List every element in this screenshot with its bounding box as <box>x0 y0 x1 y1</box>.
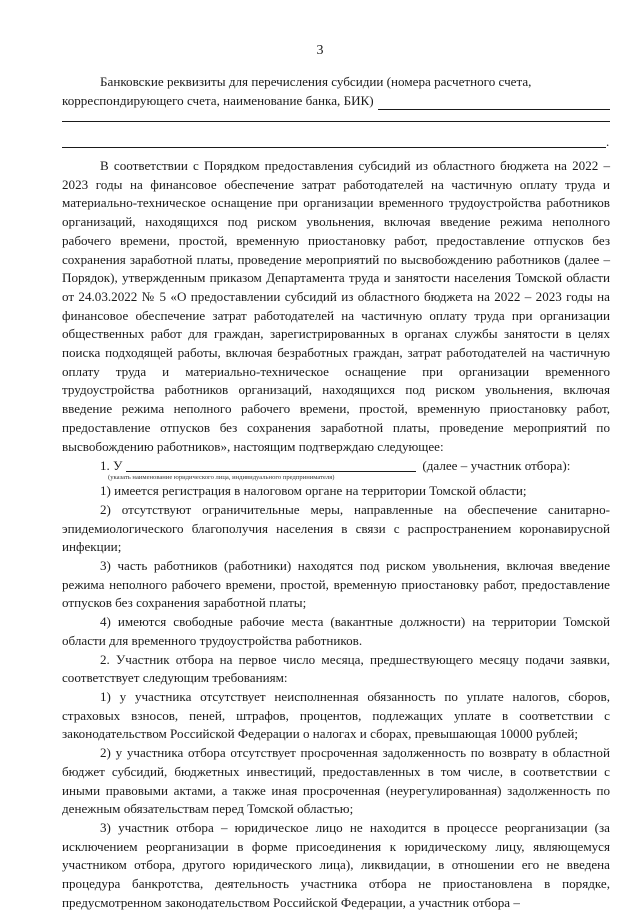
requisites-line-1: Банковские реквизиты для перечисления субсидии (номера расчетного счета, <box>100 74 532 89</box>
requisites-line-2-text: корреспондирующего счета, наименование банка, БИК) <box>62 93 374 108</box>
intro-paragraph: В соответствии с Порядком предоставления субсидий из областного бюджета на 2022 – 2023 годы на финансовое обеспечение затрат работодателей на частичную оплату труда и материально-техническое оснащение при организации временного трудоустройства работников организаций, находящихся под риском увольнения, включая введение режима неполного рабочего времени, простой, временную приостановку работ, предоставление отпусков без сохранения заработной платы, проведение мероприятий по высвобождению работников (далее – Порядок), утвержденным приказом Департамента труда и занятости населения Томской области от 24.03.2022 № 5 «О предоставлении субсидий из областного бюджета на 2022 – 2023 годы на финансовое обеспечение затрат работодателей на частичную оплату труда при организации общественных работ для граждан, зарегистрированных в органах службы занятости в целях поиска подходящей работы, включая безработных граждан, затрат работодателей на частичную оплату труда и материально-техническое оснащение при организации временного трудоустройства работников организаций, находящихся под риском увольнения, включая введение режима неполного рабочего времени, простой, временную приостановку работ, предоставление отпусков без сохранения заработной платы, проведение мероприятий по высвобождению работников», настоящим подтверждаю следующее: <box>62 158 610 454</box>
item-1-4: 4) имеются свободные рабочие места (вакантные должности) на территории Томской области для временного трудоустройства работников. <box>62 614 610 648</box>
page-number: 3 <box>316 43 324 58</box>
item-1-prefix: 1. У <box>100 458 123 474</box>
item-2: 2. Участник отбора на первое число месяца, предшествующего месяцу подачи заявки, соответствует следующим требованиям: <box>62 651 610 686</box>
requisites-blank-line-1[interactable] <box>62 121 610 122</box>
item-1-suffix: (далее – участник отбора): <box>422 458 571 474</box>
requisites-line-2 <box>62 91 610 110</box>
item-2-2: 2) у участника отбора отсутствует просроченная задолженность по возврату в областной бюджет субсидий, бюджетных инвестиций, предоставленных в том числе, в соответствии с иными правовыми актами, а также иная просроченная (неурегулированная) задолженность по денежным обязательствам перед Томской областью; <box>62 745 610 817</box>
requisites-blank-line-2 <box>62 132 610 151</box>
item-1-3: 3) часть работников (работники) находятся под риском увольнения, включая введение режима неполного рабочего времени, простой, временную приостановку работ, предоставление отпусков без сохранения заработной платы; <box>62 558 610 611</box>
requisites-blank-rule[interactable] <box>62 135 606 148</box>
item-1-2: 2) отсутствуют ограничительные меры, направленные на обеспечение санитарно-эпидемиологического благополучия населения в связи с распространением коронавирусной инфекции; <box>62 501 610 555</box>
requisites-fill-line[interactable] <box>378 97 610 110</box>
applicant-name-field[interactable] <box>126 459 416 472</box>
item-2-1: 1) у участника отсутствует неисполненная обязанность по уплате налогов, сборов, страховых взносов, пеней, штрафов, процентов, подлежащих уплате в соответствии с законодательством Российской Федерации о налогах и сборах, превышающая 10000 рублей; <box>62 688 610 742</box>
document-body <box>62 72 610 912</box>
applicant-name-hint: (указать наименование юридического лица, индивидуального предпринимателя) <box>108 474 335 482</box>
requisites-end-punct: . <box>606 134 610 149</box>
item-2-3: 3) участник отбора – юридическое лицо не находится в процессе реорганизации (за исключением реорганизации в форме присоединения к юридическому лицу, являющемуся участником отбора, другого юридического лица), ликвидации, в отношении его не введена процедура банкротства, деятельность участника отбора не приостановлена в порядке, предусмотренном законодательством Российской Федерации, а участник отбора – <box>62 819 610 910</box>
applicant-row <box>62 456 610 475</box>
item-1-1: 1) имеется регистрация в налоговом органе на территории Томской области; <box>100 483 527 499</box>
